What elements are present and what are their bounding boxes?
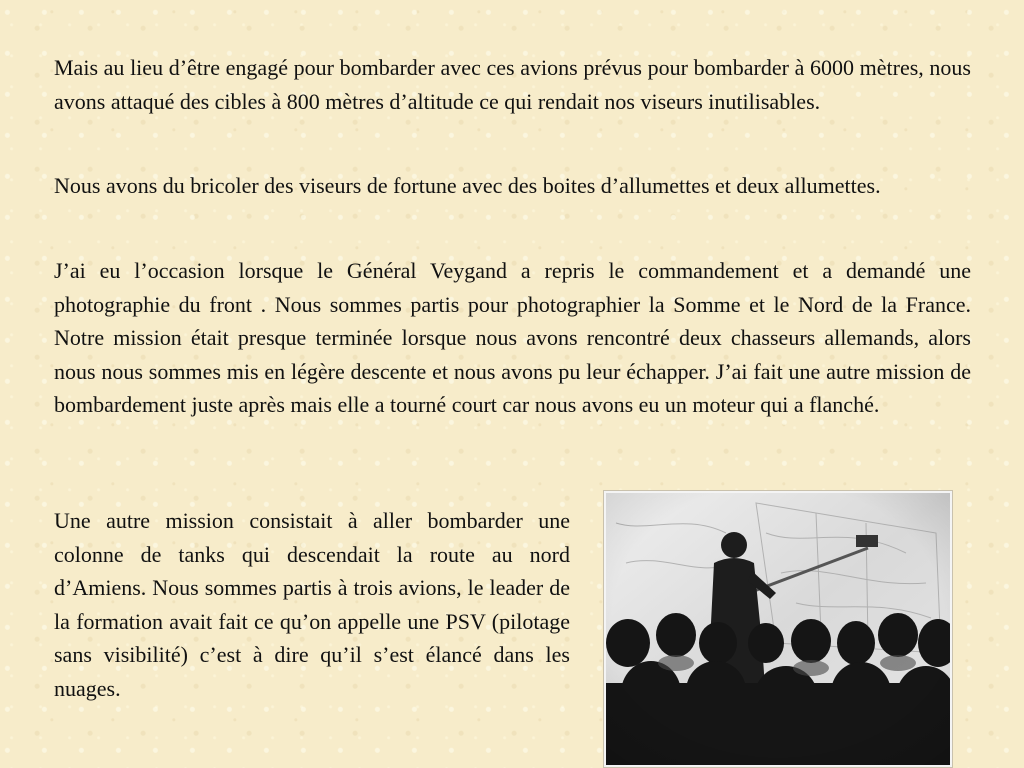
paragraph-makeshift-sights: Nous avons du bricoler des viseurs de fortune avec des boites d’allumettes et deux allumettes. — [54, 173, 881, 198]
briefing-photo — [604, 491, 952, 767]
paragraph-photo-mission: J’ai eu l’occasion lorsque le Général Veygand a repris le commandement et a demandé une photographie du front . Nous sommes partis pour photographier la Somme et le Nord de la France. Notre mission était presque terminée lorsque nous avons rencontré deux chasseurs allemands, alors nous nous sommes mis en légère descente et nous avons pu leur échapper. J’ai fait une autre mission de bombardement juste après mais elle a tourné court car nous avons eu un moteur qui a flanché. — [54, 258, 971, 417]
briefing-photo-image — [606, 493, 950, 765]
paragraph-tank-column-mission: Une autre mission consistait à aller bombarder une colonne de tanks qui descendait la route au nord d’Amiens. Nous sommes partis à trois avions, le leader de la formation avait fait ce qu’on appelle une PSV (pilotage sans visibilité) c’est à dire qu’il s’est élancé dans les nuages. — [54, 508, 570, 701]
paragraph-bombing-altitude: Mais au lieu d’être engagé pour bombarder avec ces avions prévus pour bombarder à 6000 mètres, nous avons attaqué des cibles à 800 mètres d’altitude ce qui rendait nos viseurs inutilisables. — [54, 55, 971, 114]
